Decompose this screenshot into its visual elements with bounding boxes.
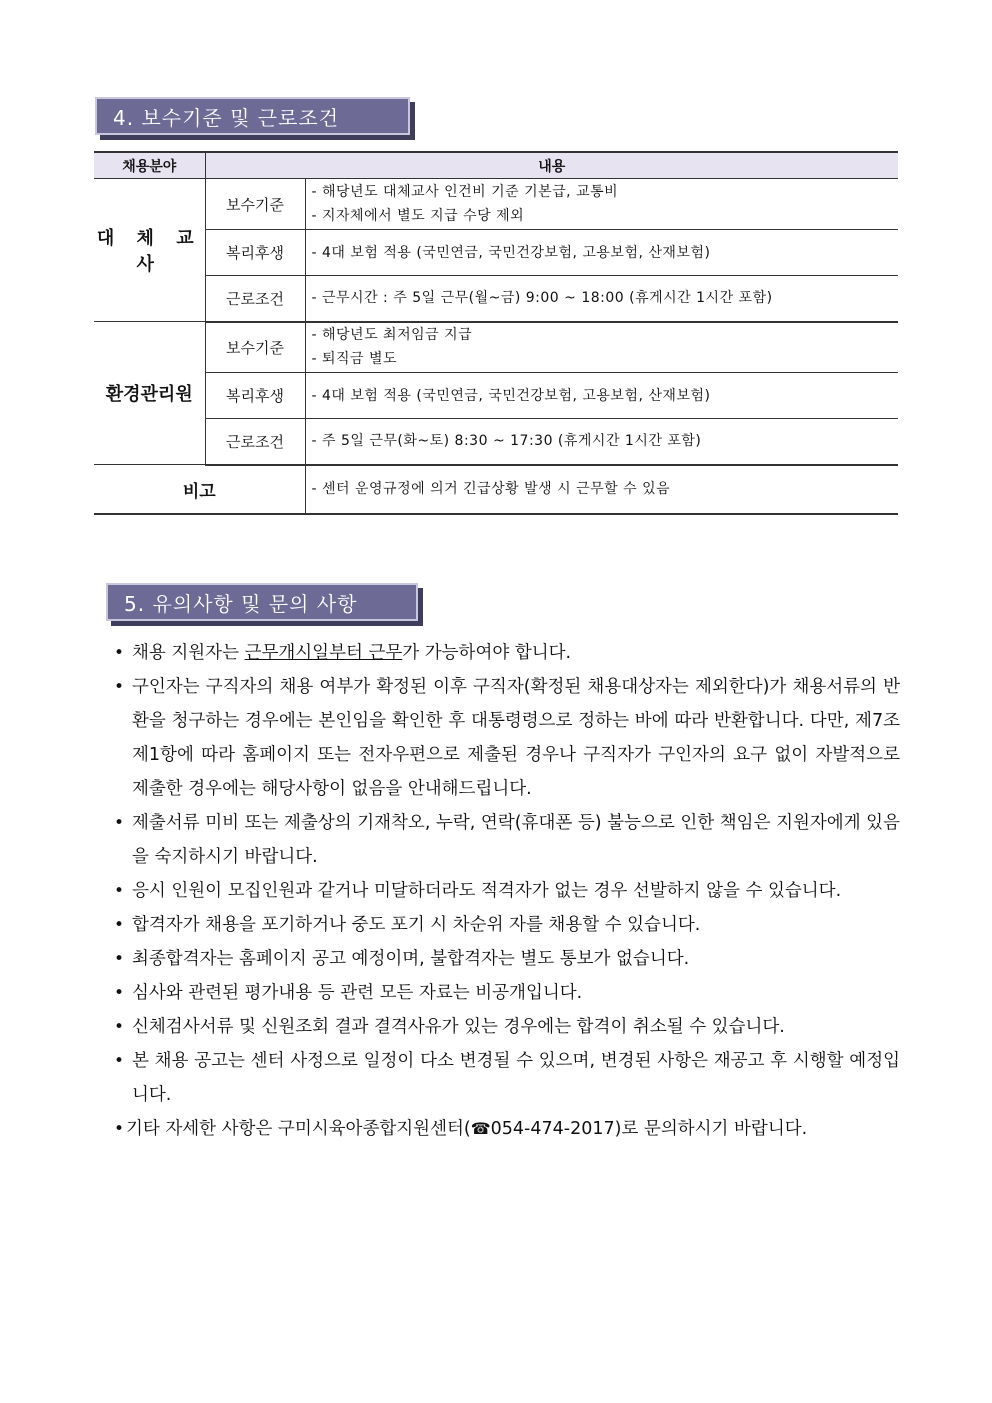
bullet-icon: • <box>114 677 125 697</box>
remarks-row <box>94 465 898 514</box>
bullet-icon: • <box>114 1051 125 1071</box>
category-environment-manager: 환경관리원 <box>94 322 205 465</box>
row-content: - 해당년도 대체교사 인건비 기준 기본급, 교통비 - 지자체에서 별도 지급 수당 제외 <box>305 179 898 230</box>
section-5-title: 5. 유의사항 및 문의 사항 <box>106 583 418 621</box>
row-label: 근로조건 <box>205 419 305 465</box>
list-item: • 합격자가 채용을 포기하거나 중도 포기 시 차순위 자를 채용할 수 있습니다. <box>112 908 900 942</box>
bullet-icon: • <box>114 1119 125 1139</box>
list-item: • 채용 지원자는 근무개시일부터 근무가 가능하여야 합니다. <box>112 636 900 670</box>
bullet-icon: • <box>114 643 125 663</box>
list-item: • 구인자는 구직자의 채용 여부가 확정된 이후 구직자(확정된 채용대상자는 제외한다)가 채용서류의 반환을 청구하는 경우에는 본인임을 확인한 후 대통령령으로 정하는 바에 따라 반환합니다. 다만, 제7조 제1항에 따라 홈페이지 또는 전자우편으로 제출된 경우나 구직자가 구인자의 요구 없이 자발적으로 제출한 경우에는 해당사항이 없음을 안내해드립니다. <box>112 670 900 806</box>
row-content: - 해당년도 최저임금 지급 - 퇴직금 별도 <box>305 322 898 373</box>
table-row <box>94 419 898 465</box>
pay-conditions-table <box>94 151 898 515</box>
bullet-icon: • <box>114 949 125 969</box>
row-content: - 주 5일 근무(화~토) 8:30 ~ 17:30 (휴게시간 1시간 포함) <box>305 419 898 465</box>
row-content: - 근무시간 : 주 5일 근무(월~금) 9:00 ~ 18:00 (휴게시간 1시간 포함) <box>305 276 898 322</box>
list-item: • 제출서류 미비 또는 제출상의 기재착오, 누락, 연락(휴대폰 등) 불능으로 인한 책임은 지원자에게 있음을 숙지하시기 바랍니다. <box>112 806 900 874</box>
table-row <box>94 179 898 230</box>
list-item: • 응시 인원이 모집인원과 같거나 미달하더라도 적격자가 없는 경우 선발하지 않을 수 있습니다. <box>112 874 900 908</box>
list-item: • 신체검사서류 및 신원조회 결과 결격사유가 있는 경우에는 합격이 취소될 수 있습니다. <box>112 1010 900 1044</box>
list-item: • 최종합격자는 홈페이지 공고 예정이며, 불합격자는 별도 통보가 없습니다. <box>112 942 900 976</box>
row-label: 근로조건 <box>205 276 305 322</box>
remarks-content: - 센터 운영규정에 의거 긴급상황 발생 시 근무할 수 있음 <box>305 465 898 514</box>
list-item: • 본 채용 공고는 센터 사정으로 일정이 다소 변경될 수 있으며, 변경된 사항은 재공고 후 시행할 예정입니다. <box>112 1044 900 1112</box>
notes-list <box>112 636 900 1146</box>
bullet-icon: • <box>114 881 125 901</box>
phone-icon: ☎ <box>470 1119 491 1138</box>
header-content: 내용 <box>205 152 898 179</box>
row-label: 복리후생 <box>205 230 305 276</box>
bullet-icon: • <box>114 915 125 935</box>
row-content: - 4대 보험 적용 (국민연금, 국민건강보험, 고용보험, 산재보험) <box>305 373 898 419</box>
bullet-icon: • <box>114 983 125 1003</box>
table-row <box>94 276 898 322</box>
phone-number: 054-474-2017 <box>490 1119 615 1139</box>
contact-item: • 기타 자세한 사항은 구미시육아종합지원센터(☎054-474-2017)로 문의하시기 바랍니다. <box>112 1112 900 1146</box>
header-field: 채용분야 <box>94 152 205 179</box>
category-substitute-teacher: 대 체 교 사 <box>94 179 205 322</box>
section-4-title: 4. 보수기준 및 근로조건 <box>95 97 410 135</box>
bullet-icon: • <box>114 813 125 833</box>
row-label: 복리후생 <box>205 373 305 419</box>
underlined-text: 근무개시일부터 근무 <box>244 643 403 663</box>
row-content: - 4대 보험 적용 (국민연금, 국민건강보험, 고용보험, 산재보험) <box>305 230 898 276</box>
table-row <box>94 373 898 419</box>
remarks-label: 비고 <box>94 465 305 514</box>
table-row <box>94 322 898 373</box>
bullet-icon: • <box>114 1017 125 1037</box>
list-item: • 심사와 관련된 평가내용 등 관련 모든 자료는 비공개입니다. <box>112 976 900 1010</box>
row-label: 보수기준 <box>205 179 305 230</box>
row-label: 보수기준 <box>205 322 305 373</box>
table-row <box>94 230 898 276</box>
table-header-row <box>94 152 898 179</box>
